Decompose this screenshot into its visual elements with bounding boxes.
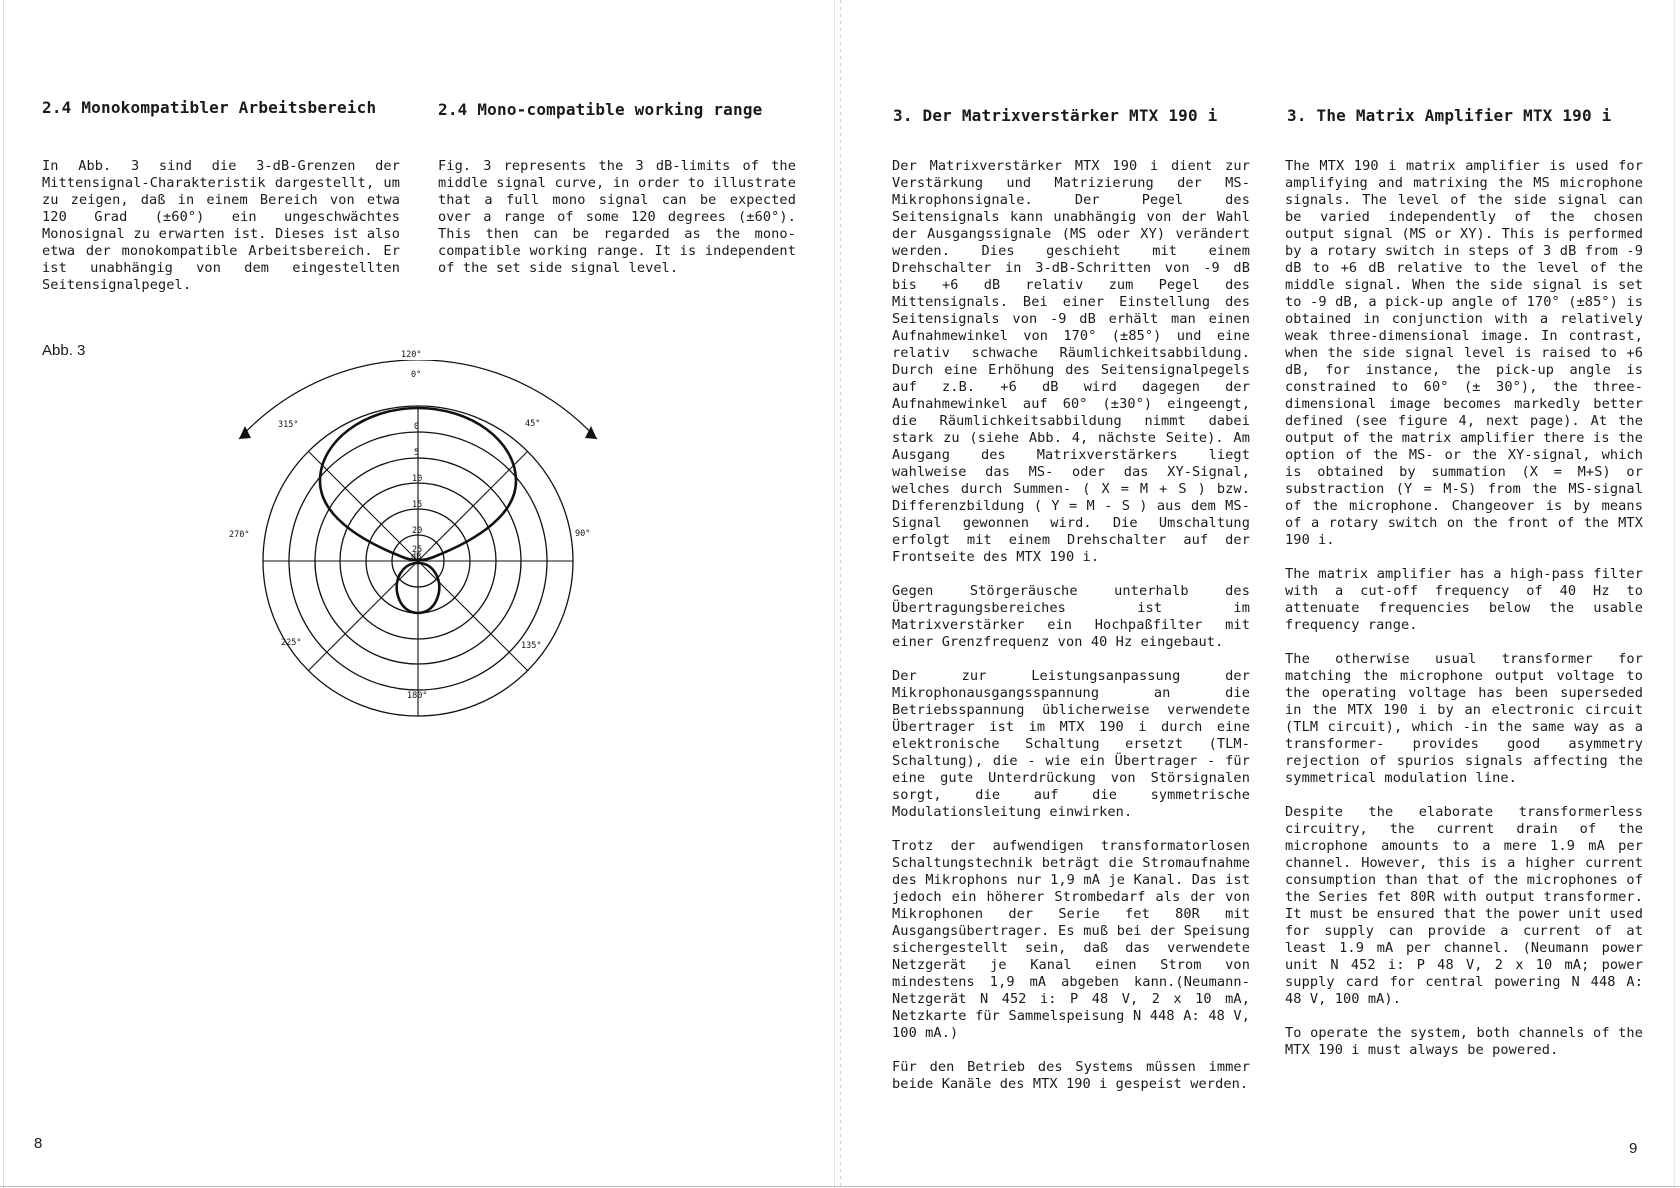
label-120: 120° bbox=[401, 350, 422, 360]
label-90deg: 90° bbox=[575, 529, 591, 539]
paragraph-en: Fig. 3 represents the 3 dB-limits of the middle signal curve, in order to illustrate that a full mono signal can be expected over a range of some 120 degrees (±60°). This then can be regarded as the mono-compatible working range. It is independent of the set side signal level. bbox=[438, 158, 796, 276]
heading-mono-compatible: 2.4 Mono-compatible working range bbox=[438, 100, 763, 119]
paragraph-en-1: The MTX 190 i matrix amplifier is used for amplifying and matrixing the MS microphone signals. The level of the side signal can be varied independently of the chosen output signal (MS or XY). This is performed by a rotary switch in steps of 3 dB from -9 dB to +6 dB relative to the level of the middle signal. When the side signal is set to -9 dB, a pick-up angle of 170° (±85°) is obtained in conjunction with a relatively weak three-dimensional image. In contrast, when the side signal level is raised to +6 dB, for instance, the pick-up angle is constrained to 60° (± 30°), the three-dimensional image becomes markedly better defined (see figure 4, next page). At the output of the matrix amplifier there is the option of the MS- or the XY-signal, which is obtained by summation (X = M+S) or substraction (Y = M-S) from the MS-signal of the microphone. Changeover is by means of a rotary switch on the front of the MTX 190 i. bbox=[1285, 158, 1643, 548]
ring-label-25: 25 bbox=[412, 545, 423, 555]
paragraph-en-4: Despite the elaborate transformerless circuitry, the current drain of the microphone amounts to a mere 1.9 mA per channel. However, this is a higher current consumption than that of the microphones of the Series fet 80R with output transformer. It must be ensured that the power unit used for supply can provide a current of at least 1.9 mA per channel. (Neumann power unit N 452 i: P 48 V, 2 x 10 mA; power supply card for central powering N 448 A: 48 V, 100 mA). bbox=[1285, 804, 1643, 1007]
label-db: dB bbox=[411, 552, 422, 562]
paragraph-de-2: Gegen Störgeräusche unterhalb des Übertragungsbereiches ist im Matrixverstärker ein Hochpaßfilter mit einer Grenzfrequenz von 40 Hz eingebaut. bbox=[892, 583, 1250, 650]
ring-label-20: 20 bbox=[412, 526, 423, 536]
paragraph-de-3: Der zur Leistungsanpassung der Mikrophonausgangsspannung an die Betriebsspannung üblicherweise verwendete Übertrager ist im MTX 190 i durch eine elektronische Schaltung ersetzt (TLM-Schaltung), die - wie ein Übertrager - für eine gute Unterdrückung von Störsignalen sorgt, die auf die symmetrische Modulationsleitung einwirken. bbox=[892, 668, 1250, 820]
page-number-right: 9 bbox=[1629, 1140, 1638, 1157]
label-270deg: 270° bbox=[229, 530, 250, 540]
label-45deg: 45° bbox=[525, 419, 541, 429]
text-column-en-right bbox=[1285, 158, 1643, 1059]
paragraph-de-5: Für den Betrieb des Systems müssen immer beide Kanäle des MTX 190 i gespeist werden. bbox=[892, 1059, 1250, 1092]
text-column-de-right bbox=[892, 158, 1250, 1093]
heading-matrix-amplifier: 3. The Matrix Amplifier MTX 190 i bbox=[1287, 106, 1612, 125]
page-number-left: 8 bbox=[34, 1135, 43, 1152]
polar-diagram bbox=[225, 346, 615, 736]
label-225deg: 225° bbox=[281, 638, 302, 648]
bottom-edge bbox=[0, 1186, 1680, 1187]
label-315deg: 315° bbox=[278, 420, 299, 430]
paragraph-de-4: Trotz der aufwendigen transformatorlosen Schaltungstechnik beträgt die Stromaufnahme des Mikrophons nur 1,9 mA je Kanal. Das ist jedoch ein höherer Strombedarf als der von Mikrophonen der Serie fet 80R mit Ausgangsübertrager. Es muß bei der Speisung sichergestellt sein, daß das verwendete Netzgerät je Kanal einen Strom von mindestens 1,9 mA abgeben kann.(Neumann-Netzgerät N 452 i: P 48 V, 2 x 10 mA, Netzkarte für Sammelspeisung N 448 A: 48 V, 100 mA.) bbox=[892, 838, 1250, 1041]
ring-label-10: 10 bbox=[412, 474, 423, 484]
page-fold-dashed bbox=[840, 0, 841, 1188]
page-edge-left bbox=[3, 0, 4, 1188]
paragraph-en-5: To operate the system, both channels of the MTX 190 i must always be powered. bbox=[1285, 1025, 1643, 1058]
text-column-en-left bbox=[438, 158, 796, 277]
label-180deg: 180° bbox=[407, 691, 428, 701]
page-edge-right bbox=[1674, 0, 1675, 1188]
paragraph-de: In Abb. 3 sind die 3-dB-Grenzen der Mittensignal-Charakteristik dargestellt, um zu zeigen, daß in einem Bereich von etwa 120 Grad (±60°) ein ungeschwächtes Monosignal zu erwarten ist. Dieses ist also etwa der monokompatible Arbeitsbereich. Er ist unabhängig von dem eingestellten Seitensignalpegel. bbox=[42, 158, 400, 293]
figure-label: Abb. 3 bbox=[42, 342, 86, 359]
label-135deg: 135° bbox=[521, 641, 542, 651]
ring-label-0: 0 bbox=[414, 422, 420, 432]
paragraph-de-1: Der Matrixverstärker MTX 190 i dient zur Verstärkung und Matrizierung der MS-Mikrophonsignale. Der Pegel des Seitensignals kann unabhängig von der Wahl der Ausgangssignale (MS oder XY) verändert werden. Dies geschieht mit einem Drehschalter in 3-dB-Schritten von -9 dB bis +6 dB relativ zum Pegel des Mittensignals. Bei einer Einstellung des Seitensignals von -9 dB erhält man einen Aufnahmewinkel von 170° (±85°) und eine relativ schwache Räumlichkeitsabbildung. Durch eine Erhöhung des Seitensignalpegels auf z.B. +6 dB wird dagegen der Aufnahmewinkel auf 60° (±30°) eingeengt, die Räumlichkeitsabbildung nimmt dabei stark zu (siehe Abb. 4, nächste Seite). Am Ausgang des Matrixverstärkers liegt wahlweise das MS- oder das XY-Signal, welches durch Summen- ( X = M + S ) bzw. Differenzbildung ( Y = M - S ) aus dem MS-Signal gewonnen wird. Die Umschaltung erfolgt mit einem Drehschalter auf der Frontseite des MTX 190 i. bbox=[892, 158, 1250, 565]
heading-matrixverstaerker: 3. Der Matrixverstärker MTX 190 i bbox=[893, 106, 1218, 125]
ring-label-5: 5 bbox=[414, 448, 420, 458]
page-fold bbox=[834, 0, 835, 1188]
text-column-de-left bbox=[42, 158, 400, 294]
ring-label-15: 15 bbox=[412, 500, 423, 510]
paragraph-en-3: The otherwise usual transformer for matching the microphone output voltage to the operating voltage has been superseded in the MTX 190 i by an electronic circuit (TLM circuit), which -in the same way as a transformer- provides good asymmetry rejection of spurios signals affecting the symmetrical modulation line. bbox=[1285, 651, 1643, 786]
heading-monokompatibler: 2.4 Monokompatibler Arbeitsbereich bbox=[42, 98, 377, 117]
label-0deg: 0° bbox=[411, 370, 422, 380]
paragraph-en-2: The matrix amplifier has a high-pass filter with a cut-off frequency of 40 Hz to attenuate frequencies below the usable frequency range. bbox=[1285, 566, 1643, 633]
